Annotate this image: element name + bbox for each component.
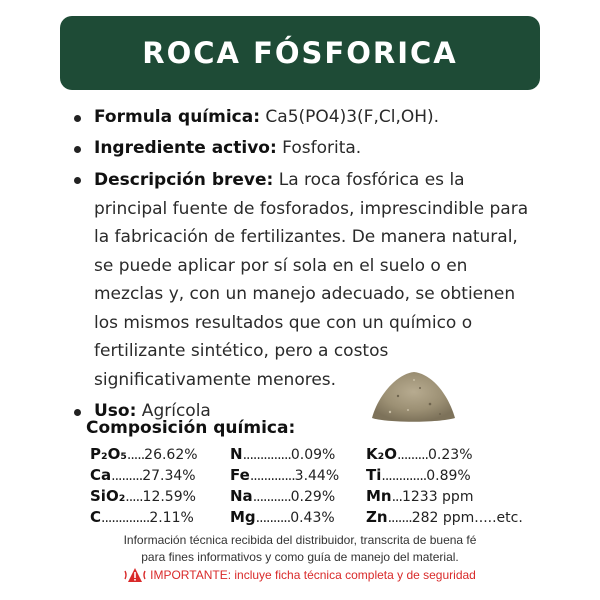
- page-title: ROCA FÓSFORICA: [142, 36, 458, 70]
- element-value: 2.11%: [149, 510, 194, 526]
- composition-row: P₂O₅.....26.62%: [90, 445, 198, 463]
- composition-row: Zn.......282 ppm.....etc.: [366, 508, 523, 526]
- composition-row: Mn...1233 ppm: [366, 487, 474, 505]
- element-name: Mn: [366, 487, 392, 505]
- warning-text: IMPORTANTE: incluye ficha técnica completa y de seguridad: [150, 568, 476, 582]
- ingredient-label: Ingrediente activo:: [94, 138, 277, 158]
- disclaimer-line-2: para fines informativos y como guía de manejo del material.: [141, 550, 459, 564]
- info-list: [72, 104, 532, 429]
- element-value: 0.89%: [426, 468, 471, 484]
- composition-column-2: [230, 444, 339, 528]
- element-value: 1233 ppm: [401, 489, 474, 505]
- element-value: 282 ppm.....etc.: [411, 510, 523, 526]
- element-value: 0.09%: [290, 447, 336, 463]
- composition-row: Ca.........27.34%: [90, 466, 196, 484]
- composition-row: SiO₂.....12.59%: [90, 487, 196, 505]
- element-name: K₂O: [366, 445, 397, 463]
- element-value: 3.44%: [294, 468, 340, 484]
- ingredient-item: [72, 135, 532, 162]
- element-value: 0.43%: [290, 510, 335, 526]
- description-value: La roca fosfórica es la principal fuente de fosforados, imprescindible para la fabricación de fertilizantes. De manera natural, se puede aplicar por sí sola en el suelo o en mezclas y, con un manejo adecuado, se obtienen los mismos resultados que con un químico o fertilizante sintético, pero a costos significativamente menores.: [94, 170, 529, 390]
- description-label: Descripción breve:: [94, 170, 274, 190]
- element-name: C: [90, 508, 102, 526]
- element-value: 0.23%: [428, 447, 473, 463]
- use-value: Agrícola: [136, 401, 211, 421]
- warning-notice: [0, 567, 600, 583]
- powder-pile-image: [368, 366, 458, 424]
- element-value: 0.29%: [290, 489, 336, 505]
- formula-item: [72, 104, 532, 131]
- composition-row: Mg..........0.43%: [230, 508, 335, 526]
- description-item: [72, 166, 532, 394]
- element-name: SiO₂: [90, 487, 126, 505]
- formula-label: Formula química:: [94, 107, 261, 127]
- element-value: 12.59%: [142, 489, 196, 505]
- composition-column-3: [366, 444, 523, 528]
- composition-row: Ti.............0.89%: [366, 466, 471, 484]
- element-name: Mg: [230, 508, 256, 526]
- element-name: Ti: [366, 466, 382, 484]
- element-name: Zn: [366, 508, 388, 526]
- composition-row: Fe.............3.44%: [230, 466, 340, 484]
- composition-row: N..............0.09%: [230, 445, 336, 463]
- element-name: Na: [230, 487, 253, 505]
- element-value: 26.62%: [144, 447, 198, 463]
- composition-title: Composición química:: [86, 418, 296, 438]
- composition-column-1: [90, 444, 198, 528]
- use-label: Uso:: [94, 401, 137, 421]
- title-banner: [60, 16, 540, 90]
- element-value: 27.34%: [142, 468, 196, 484]
- formula-value: Ca5(PO4)3(F,Cl,OH).: [260, 107, 440, 127]
- element-name: Fe: [230, 466, 250, 484]
- element-name: P₂O₅: [90, 445, 127, 463]
- element-name: N: [230, 445, 243, 463]
- warning-icon: [124, 567, 146, 583]
- disclaimer-line-1: Información técnica recibida del distribuidor, transcrita de buena fé: [123, 533, 477, 547]
- element-name: Ca: [90, 466, 112, 484]
- ingredient-value: Fosforita.: [276, 138, 362, 158]
- composition-row: C..............2.11%: [90, 508, 194, 526]
- composition-row: K₂O.........0.23%: [366, 445, 473, 463]
- composition-row: Na...........0.29%: [230, 487, 336, 505]
